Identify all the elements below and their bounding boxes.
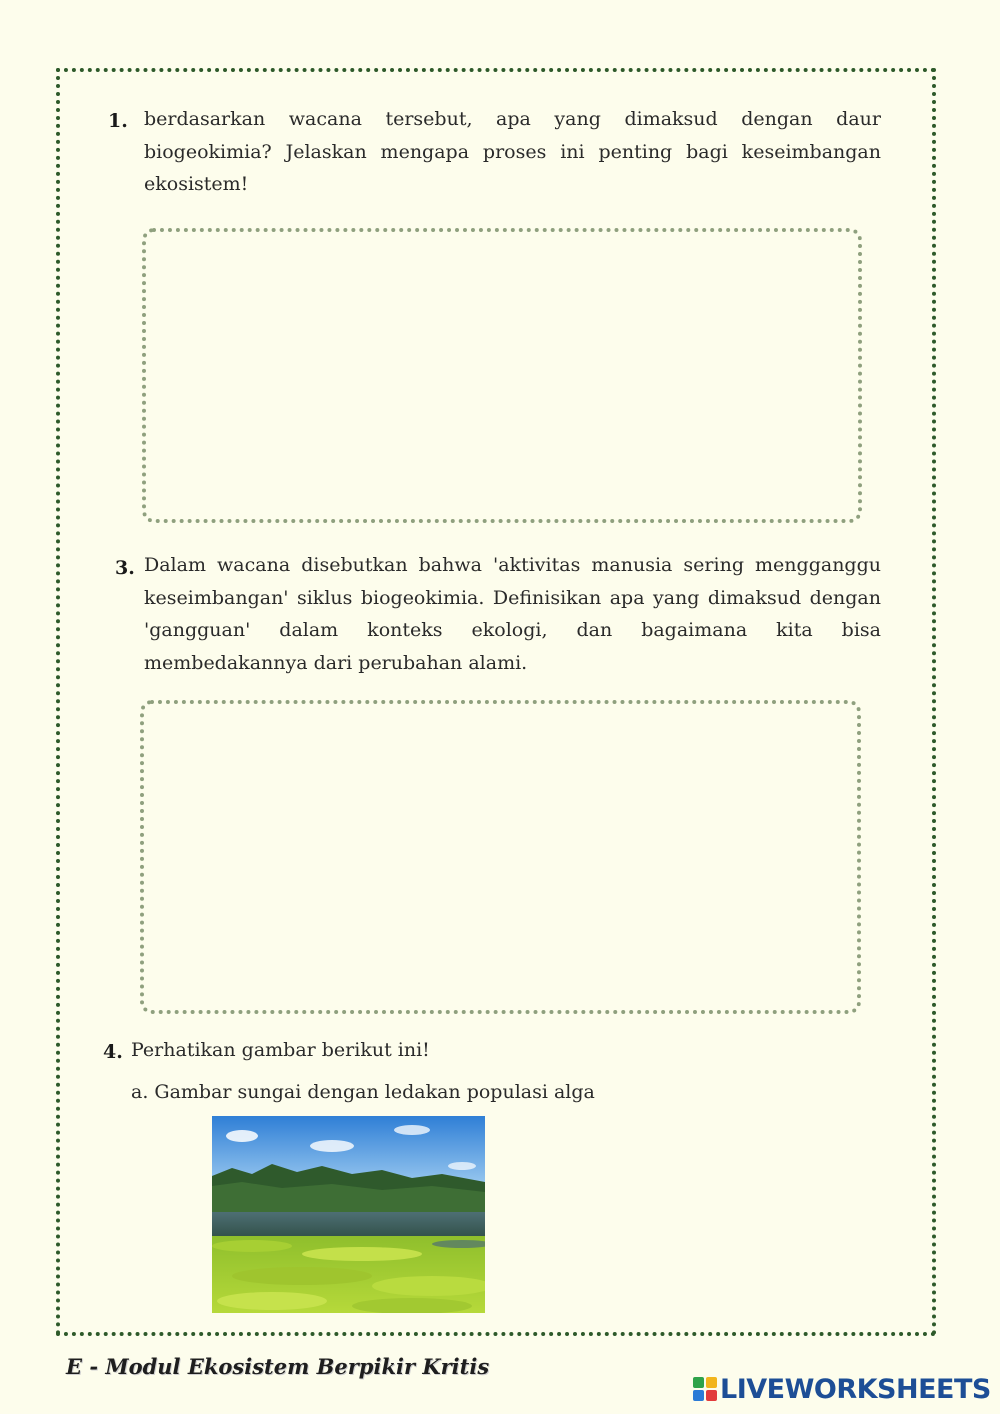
liveworksheets-wordmark: LIVEWORKSHEETS (720, 1373, 991, 1405)
answer-box-1[interactable] (142, 228, 862, 523)
liveworksheets-logo-icon (692, 1376, 718, 1402)
algae-river-photo (212, 1116, 485, 1313)
answer-box-3[interactable] (140, 700, 861, 1014)
footer-module-title: E - Modul Ekosistem Berpikir Kritis (66, 1354, 490, 1379)
liveworksheets-brand[interactable] (692, 1374, 991, 1404)
question-1-number: 1. (108, 110, 128, 132)
question-4-text: Perhatikan gambar berikut ini! (131, 1039, 430, 1061)
question-4-number: 4. (103, 1041, 123, 1063)
question-3-number: 3. (115, 557, 135, 579)
question-3-text: Dalam wacana disebutkan bahwa 'aktivitas manusia sering mengganggu keseimbangan' siklus biogeokimia. Definisikan apa yang dimaksud dengan 'gangguan' dalam konteks ekologi, dan bagaimana kita bisa membedakannya dari perubahan alami. (144, 554, 881, 674)
question-4-subitem-a: a. Gambar sungai dengan ledakan populasi alga (131, 1081, 595, 1103)
question-1-text: berdasarkan wacana tersebut, apa yang dimaksud dengan daur biogeokimia? Jelaskan mengapa proses ini penting bagi keseimbangan ekosistem! (144, 108, 881, 195)
